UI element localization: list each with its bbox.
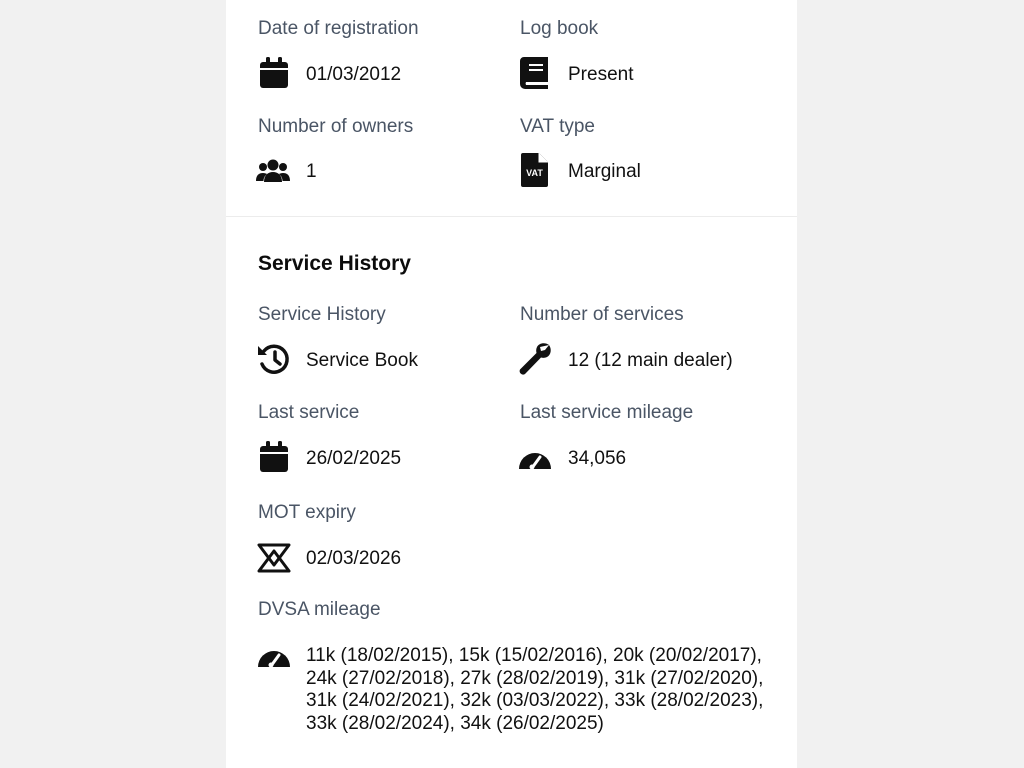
- calendar-icon: [258, 56, 292, 90]
- vat-type-label: VAT type: [520, 116, 595, 137]
- book-icon: [518, 56, 552, 90]
- last-service-mileage-value: 34,056: [568, 448, 627, 469]
- log-book-value: Present: [568, 64, 634, 85]
- vehicle-details-card: [226, 0, 797, 768]
- vat-icon-text: VAT: [526, 168, 543, 178]
- number-of-owners-value: 1: [306, 161, 317, 182]
- last-service-value: 26/02/2025: [306, 448, 402, 469]
- wrench-icon: [518, 342, 552, 376]
- speedometer-icon: [518, 440, 552, 474]
- dvsa-mileage-value: 11k (18/02/2015), 15k (15/02/2016), 20k (20/02/2017), 24k (27/02/2018), 27k (28/02/2019), 31k (27/02/2020), 31k (24/02/2021), 32k (03/03/2022), 33k (28/02/2023), 33k (28/02/2024), 34k (26/02/2025): [306, 645, 764, 734]
- number-of-services-label: Number of services: [520, 304, 684, 325]
- number-of-services-value: 12 (12 main dealer): [568, 350, 733, 371]
- mot-expiry-value: 02/03/2026: [306, 548, 402, 569]
- history-icon: [257, 342, 291, 376]
- dvsa-mileage-label: DVSA mileage: [258, 599, 381, 620]
- section-divider: [226, 216, 797, 217]
- service-history-title: Service History: [258, 252, 411, 275]
- mot-expiry-label: MOT expiry: [258, 502, 356, 523]
- speedometer-icon: [257, 638, 291, 672]
- service-history-value: Service Book: [306, 350, 418, 371]
- service-history-label: Service History: [258, 304, 386, 325]
- users-icon: [256, 155, 290, 189]
- number-of-owners-label: Number of owners: [258, 116, 414, 137]
- date-of-registration-label: Date of registration: [258, 18, 419, 39]
- last-service-mileage-label: Last service mileage: [520, 402, 694, 423]
- log-book-label: Log book: [520, 18, 599, 39]
- vat-document-icon: [520, 153, 550, 187]
- date-of-registration-value: 01/03/2012: [306, 64, 402, 85]
- calendar-icon: [258, 440, 292, 474]
- last-service-label: Last service: [258, 402, 360, 423]
- vat-type-value: Marginal: [568, 161, 641, 182]
- mot-triangles-icon: [257, 541, 291, 575]
